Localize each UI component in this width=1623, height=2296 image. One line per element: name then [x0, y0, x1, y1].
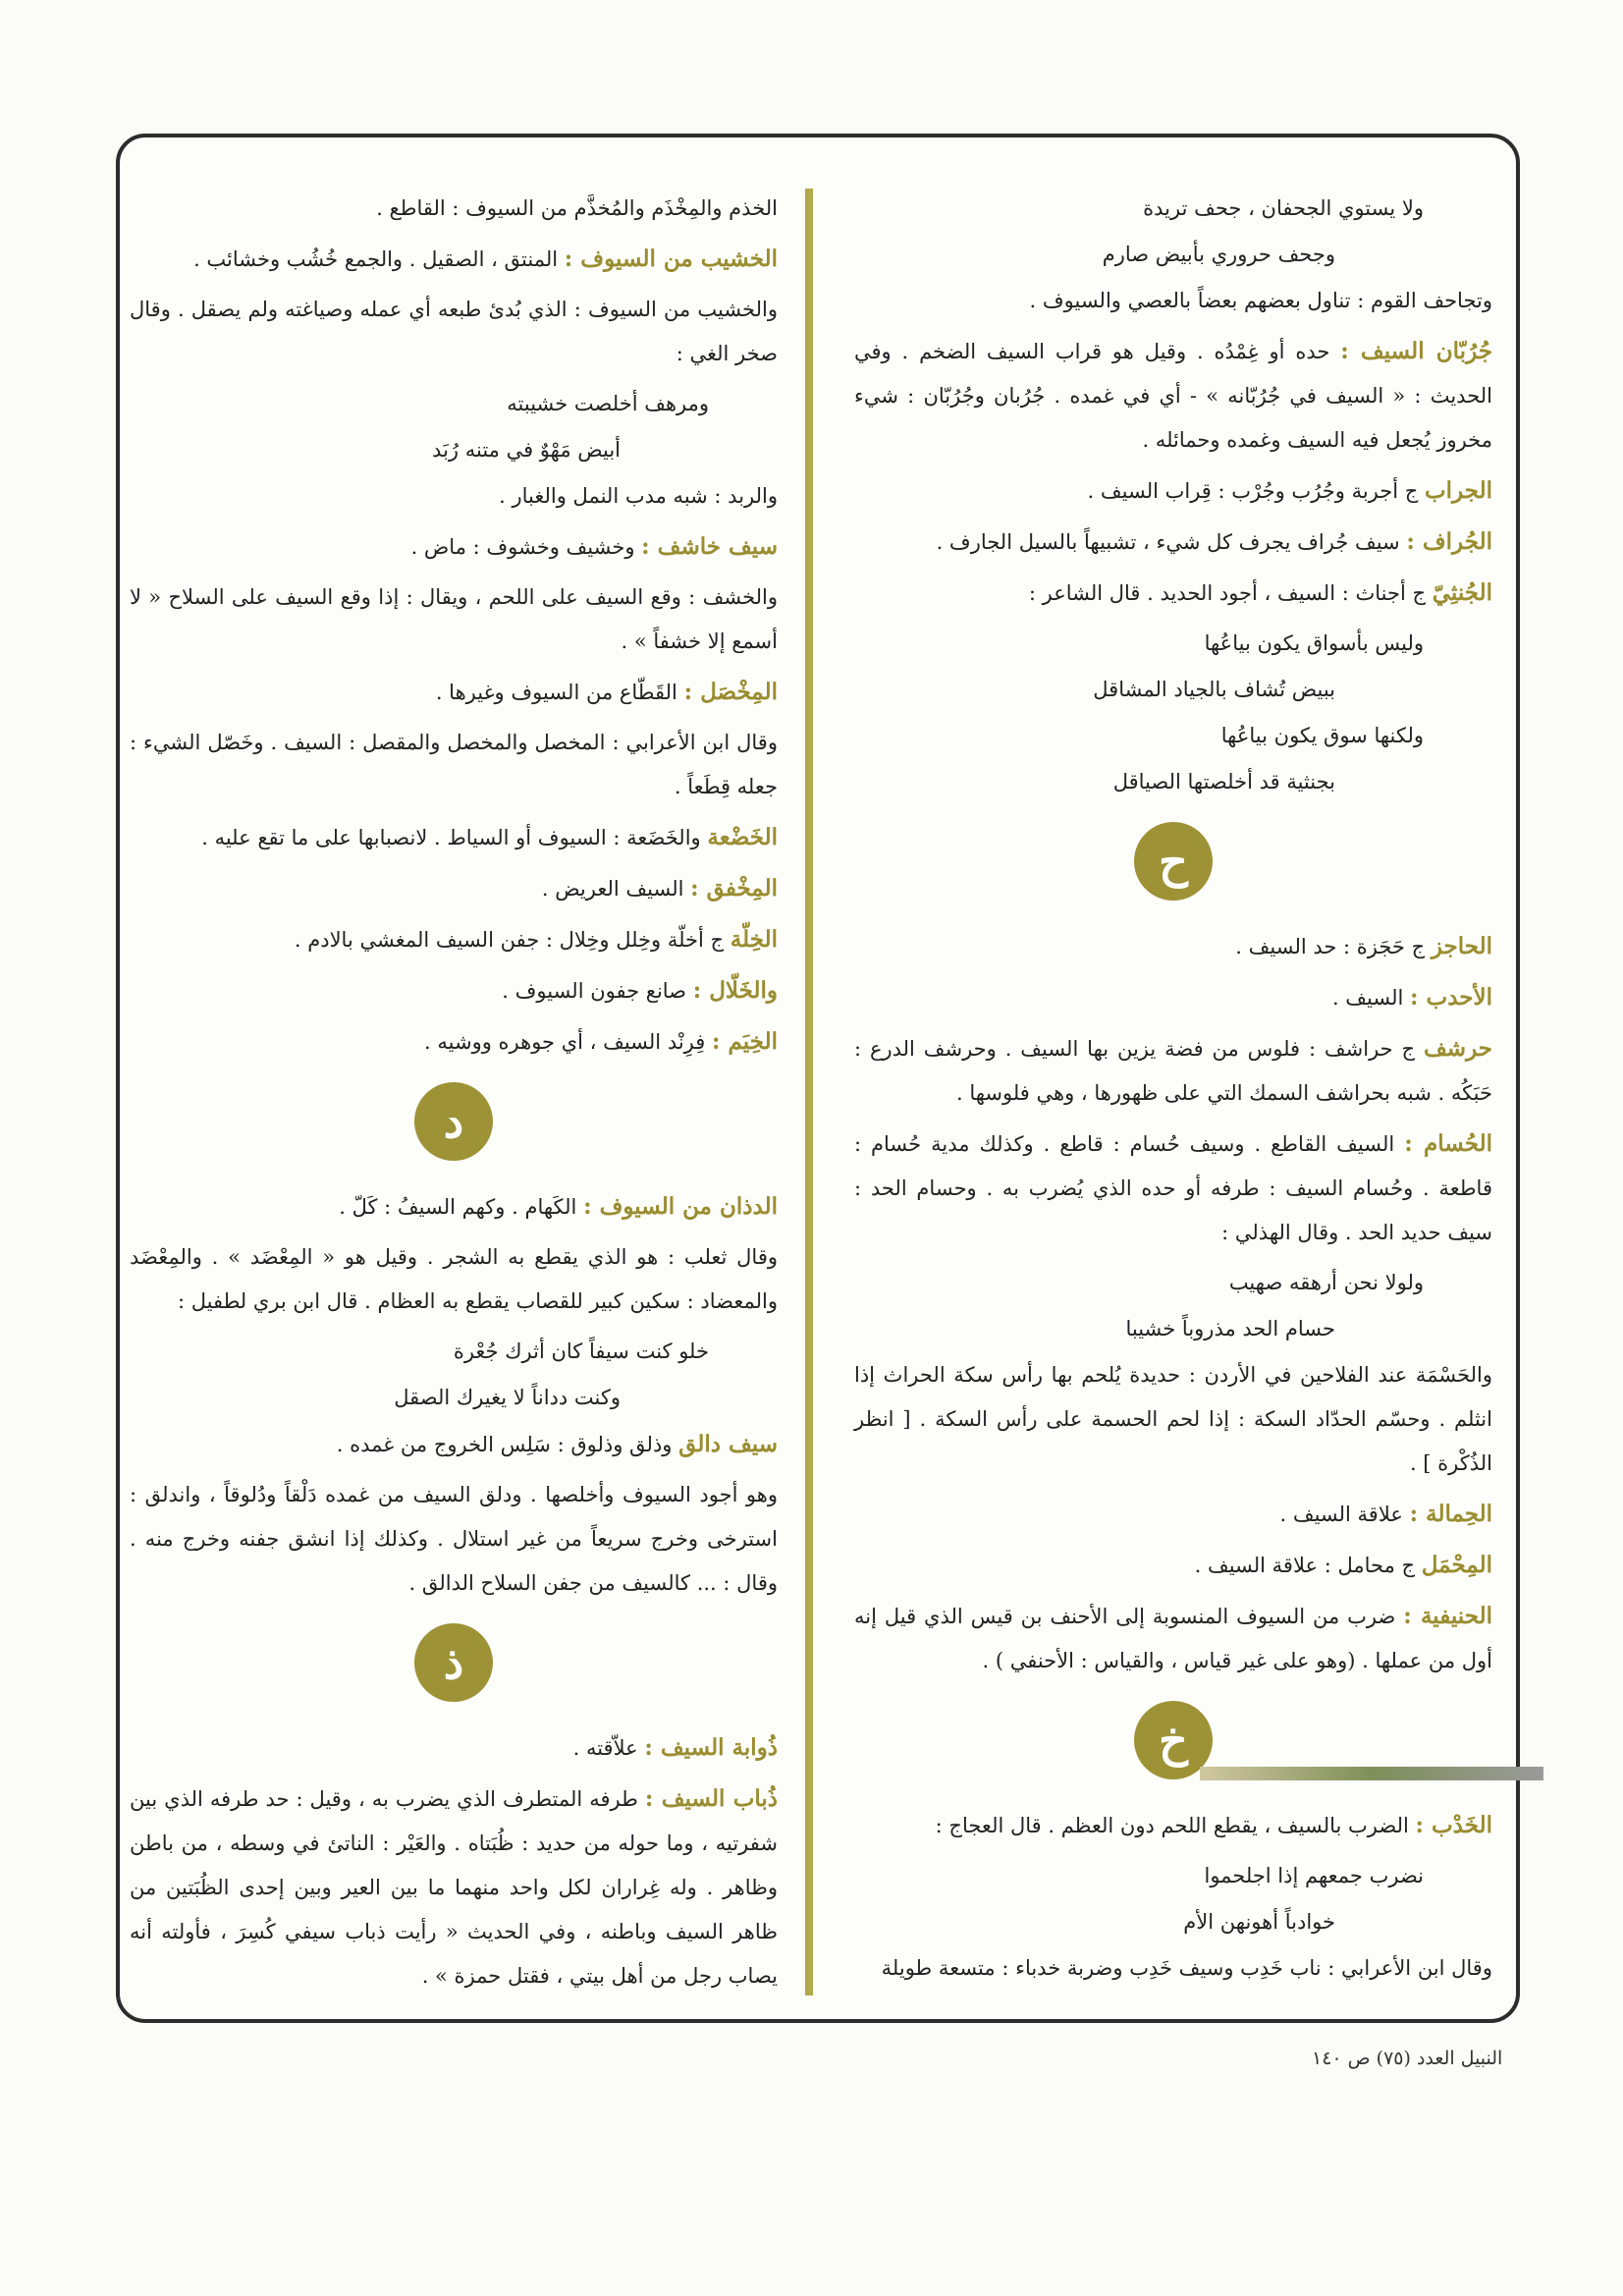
dictionary-entry	[130, 670, 778, 715]
entry-definition: والخَضَعة : السيوف أو السياط . لانصبابها على ما تقع عليه .	[201, 826, 701, 849]
section-letter-badge: خ	[1134, 1701, 1213, 1779]
dictionary-entry	[854, 1121, 1492, 1255]
column-divider	[805, 189, 813, 1995]
entry-definition: وهو أجود السيوف وأخلصها . ودلق السيف من غمده دَلْقاً ودُلوقاً ، واندلق : استرخى وخرج سريعاً من غير استلال . وكذلك إذا انشق جفنه وخرج منه . وقال : ... كالسيف من جفن السلاح الدالق .	[130, 1483, 778, 1595]
poem-verse-line: ومرهف أخلصت خشيبته	[507, 392, 709, 415]
section-letter-badge: ذ	[414, 1623, 493, 1702]
dictionary-entry	[854, 1594, 1492, 1683]
paragraph	[854, 1353, 1492, 1486]
poem-verse-line: وكنت دداناً لا يغيرك الصقل	[394, 1386, 621, 1409]
entry-headword: والخَلّال :	[692, 977, 778, 1004]
dictionary-entry	[854, 924, 1492, 969]
dictionary-entry	[130, 968, 778, 1013]
poem-verse-line: حسام الحد مذروباً خشيبا	[1125, 1317, 1335, 1340]
entry-headword: الخشيب من السيوف :	[564, 246, 778, 272]
entry-headword: الجُنثِيّ	[1432, 579, 1492, 606]
dictionary-entry	[130, 815, 778, 860]
entry-definition: وخشيف وخشوف : ماض .	[410, 535, 635, 559]
dictionary-entry	[854, 975, 1492, 1020]
entry-headword: ذُباب السيف :	[644, 1785, 779, 1812]
entry-headword: المِخْفق :	[690, 875, 778, 902]
entry-definition: والربد : شبه مدب النمل والغبار .	[499, 484, 778, 508]
poem-verse-line: خلو كنت سيفاً كان أثرك جُعْرة	[453, 1339, 709, 1363]
entry-definition: السيف العريض .	[541, 877, 684, 901]
dictionary-entry	[130, 524, 778, 570]
entry-headword: الخِلّة	[730, 926, 778, 953]
entry-definition: وقال ابن الأعرابي : ناب خَدِب وسيف خَدِب وضربة خدباء : متسعة طويلة	[881, 1956, 1492, 1980]
entry-definition: الضرب بالسيف ، يقطع اللحم دون العظم . قال العجاج :	[935, 1814, 1409, 1837]
entry-definition: الكَهام . وكهم السيفُ : كَلّ .	[339, 1195, 577, 1219]
entry-headword: الخَضْعة	[707, 824, 778, 850]
entry-headword: الخَدْب :	[1415, 1812, 1492, 1838]
poem-verse-line: بجنثية قد أخلصتها الصياقل	[1112, 770, 1335, 793]
dictionary-entry	[854, 468, 1492, 514]
entry-headword: الخِيَم :	[712, 1028, 778, 1055]
entry-definition: ج حَجَزة : حد السيف .	[1235, 935, 1426, 958]
poem-verse-line: ولا يستوي الجحفان ، جحف تريدة	[1143, 196, 1424, 220]
entry-headword: جُرُبّان السيف :	[1340, 338, 1492, 364]
paragraph	[130, 721, 778, 809]
entry-definition: المنتق ، الصقيل . والجمع خُشُب وخشائب .	[193, 247, 559, 271]
dictionary-entry	[854, 1026, 1492, 1116]
entry-headword: المِخْصَل :	[683, 679, 778, 705]
entry-definition: ج حراشف : فلوس من فضة يزين بها السيف . وحرشف الدرع : حَبَكُه . شبه بحراشف السمك التي على ظهورها ، وهي فلوسها .	[854, 1037, 1492, 1105]
entry-headword: الجراب	[1425, 477, 1492, 504]
poem-verse-line: خوادباً أهونهن الأم	[1183, 1910, 1335, 1934]
poem-verse-line: أبيض مَهْوٌ في متنه رُبَد	[432, 438, 621, 462]
entry-headword: الحنيفية :	[1403, 1603, 1492, 1629]
entry-definition: الخذم والمِخْذَم والمُخذَّم من السيوف : القاطع .	[376, 196, 778, 220]
entry-definition: وتجاحف القوم : تناول بعضهم بعضاً بالعصي والسيوف .	[1029, 289, 1492, 312]
entry-definition: فِرِنْد السيف ، أي جوهره ووشيه .	[424, 1030, 706, 1054]
dictionary-entry	[130, 237, 778, 282]
entry-definition: والخشف : وقع السيف على اللحم ، ويقال : إذا وقع السيف على السلاح « لا أسمع إلا خشفاً » .	[130, 585, 778, 653]
poem-verse-line: وليس بأسواق يكون بياعُها	[1204, 631, 1424, 655]
section-letter-badge: ح	[1134, 822, 1213, 901]
entry-headword: المِحْمَل	[1421, 1552, 1492, 1578]
entry-definition: وقال ثعلب : هو الذي يقطع به الشجر . وقيل هو « المِعْضَد » . والمِعْضَد والمعضاد : سكين كبير للقصاب يقطع به العظام . قال ابن بري لطفيل :	[130, 1245, 778, 1313]
paragraph	[130, 1235, 778, 1324]
poem-verse-line: نضرب جمعهم إذا اجلحموا	[1204, 1864, 1424, 1887]
entry-definition: سيف جُراف يجرف كل شيء ، تشبيهاً بالسيل الجارف .	[936, 530, 1400, 554]
entry-definition: ج أجربة وجُرُب وجُرْب : قِراب السيف .	[1087, 479, 1419, 503]
entry-definition: والحَسْمَة عند الفلاحين في الأردن : حديدة يُلحم بها رأس سكة الحراث إذا انثلم . وحسّم الحدّاد السكة : إذا لحم الحسمة على رأس السكة . [ انظر الذُكْرة ] .	[854, 1363, 1492, 1475]
entry-headword: الحِمالة :	[1409, 1501, 1492, 1527]
dictionary-entry	[130, 866, 778, 911]
entry-definition: علاّقته .	[572, 1736, 638, 1760]
dictionary-entry	[854, 519, 1492, 565]
entry-headword: سيف خاشف :	[641, 533, 778, 560]
dictionary-entry	[854, 1492, 1492, 1537]
entry-definition: ج محامل : علاقة السيف .	[1194, 1554, 1416, 1577]
left-column	[130, 187, 778, 2004]
entry-definition: علاقة السيف .	[1279, 1503, 1403, 1526]
entry-definition: ضرب من السيوف المنسوبة إلى الأحنف بن قيس الذي قيل إنه أول من عملها . (وهو على غير قياس ، والقياس : الأحنفي ) .	[854, 1605, 1492, 1672]
dictionary-entry	[854, 329, 1492, 463]
entry-definition: حده أو غِمْدُه . وقيل هو قراب السيف الضخم . وفي الحديث : « السيف في جُرُبّانه » - أي في غمده . جُرُبان وجُرُبّان : شيء مخروز يُجعل فيه السيف وغمده وحمائله .	[854, 340, 1492, 452]
dictionary-entry	[130, 1777, 778, 1998]
poem-verse-line: ولكنها سوق يكون بياعُها	[1220, 724, 1424, 747]
page-footer: النبيل العدد (٧٥) ص ١٤٠	[1312, 2048, 1503, 2069]
poem-verse-line: ببيض تُشاف بالجياد المشاقل	[1093, 678, 1335, 701]
dictionary-entry	[130, 1422, 778, 1467]
right-column	[854, 187, 1492, 1996]
dictionary-entry	[854, 1543, 1492, 1588]
paragraph	[130, 187, 778, 231]
entry-definition: والخشيب من السيوف : الذي بُدئ طبعه أي عمله وصياغته ولم يصقل . وقال صخر الغي :	[130, 298, 778, 365]
entry-definition: السيف .	[1331, 986, 1404, 1010]
scan-artifact-strip	[1200, 1767, 1543, 1780]
dictionary-entry	[130, 917, 778, 962]
entry-headword: الحُسام :	[1404, 1130, 1492, 1157]
dictionary-entry	[854, 1803, 1492, 1848]
paragraph	[854, 279, 1492, 323]
section-letter-badge: د	[414, 1082, 493, 1161]
dictionary-entry	[130, 1725, 778, 1771]
entry-headword: الأحدب :	[1410, 984, 1492, 1011]
paragraph	[854, 1946, 1492, 1991]
entry-definition: طرفه المتطرف الذي يضرب به ، وقيل : حد طرفه الذي بين شفرتيه ، وما حوله من حديد : ظُبَتاه . والعَيْر : الناتئ في وسطه ، من باطن وظاهر . وله غِراران لكل واحد منهما ما بين العير وبين إحدى الظُبَتين من ظاهر السيف وباطنه ، وفي الحديث « رأيت ذباب سيفي كُسِرَ ، فأولته أنه يصاب رجل من أهل بيتي ، فقتل حمزة » .	[130, 1787, 778, 1988]
poem-verse-line: وجحف حروري بأبيض صارم	[1102, 243, 1335, 266]
entry-definition: صانع جفون السيوف .	[502, 979, 687, 1003]
poem-verse-line: ولولا نحن أرهقه صهيب	[1228, 1271, 1424, 1294]
entry-definition: السيف القاطع . وسيف حُسام : قاطع . وكذلك مدية حُسام : قاطعة . وحُسام السيف : طرفه أو حده الذي يُضرب به . وحسام الحد : سيف حديد الحد . وقال الهذلي :	[854, 1132, 1492, 1244]
dictionary-entry	[130, 1019, 778, 1065]
entry-definition: ج أخلّة وخِلل وخِلال : جفن السيف المغشي بالادم .	[294, 928, 725, 952]
paragraph	[130, 1473, 778, 1606]
entry-headword: ذُوابة السيف :	[644, 1734, 778, 1761]
entry-definition: وقال ابن الأعرابي : المخصل والمخصل والمقصل : السيف . وخَصّل الشيء : جعله قِطَعاً .	[130, 731, 778, 798]
entry-definition: وذلق وذلوق : سَلِس الخروج من غمده .	[336, 1433, 673, 1456]
dictionary-entry	[130, 1184, 778, 1230]
entry-headword: الحاجز	[1431, 933, 1492, 959]
entry-headword: سيف دالق	[678, 1431, 778, 1457]
dictionary-entry	[854, 571, 1492, 616]
entry-definition: ج أجناث : السيف ، أجود الحديد . قال الشاعر :	[1028, 581, 1427, 605]
paragraph	[130, 575, 778, 664]
paragraph	[130, 288, 778, 376]
entry-headword: الجُراف :	[1406, 528, 1492, 555]
entry-headword: حرشف	[1424, 1035, 1492, 1062]
entry-definition: القَطّاع من السيوف وغيرها .	[435, 681, 677, 704]
entry-headword: الدذان من السيوف :	[583, 1193, 778, 1220]
paragraph	[130, 474, 778, 519]
